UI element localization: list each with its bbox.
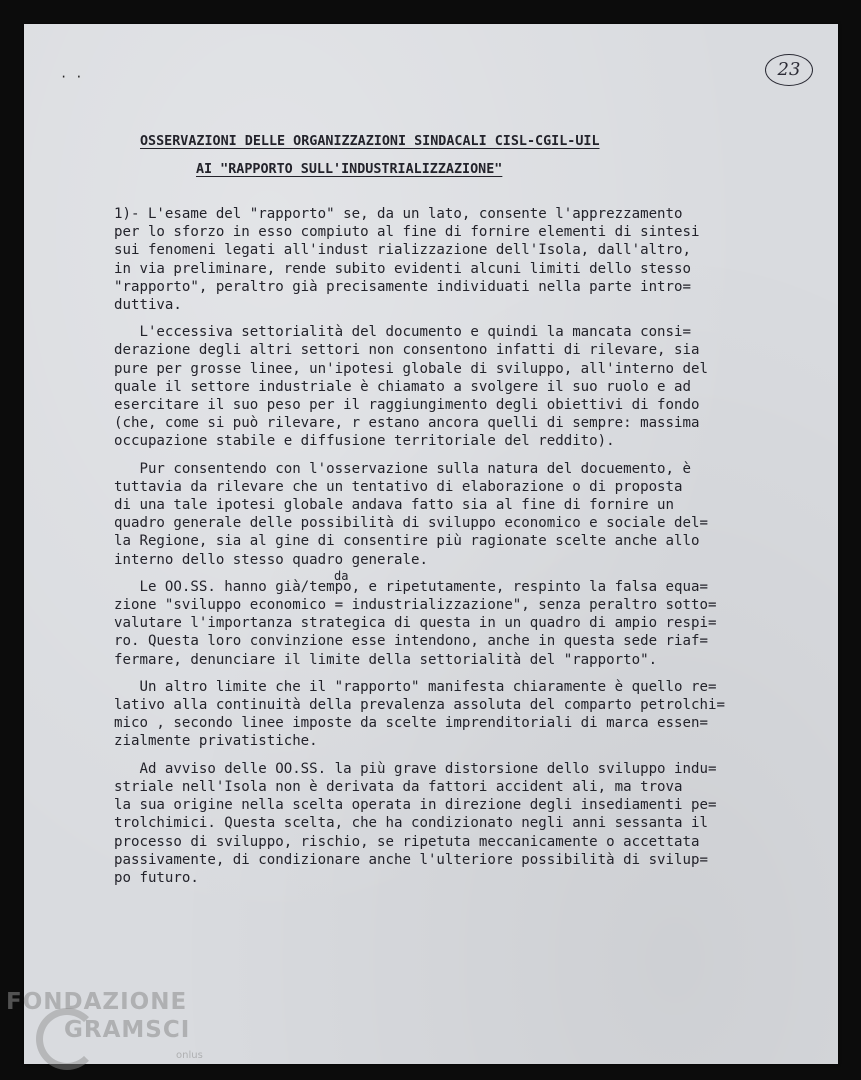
text-line: striale nell'Isola non è derivata da fattori accident ali, ma trova — [114, 778, 683, 795]
text-line: Le OO.SS. hanno già/tempo, e ripetutamente, respinto la falsa equa= — [114, 578, 708, 595]
text-line: Pur consentendo con l'osservazione sulla natura del docuemento, è — [114, 460, 691, 477]
paragraph — [114, 323, 794, 450]
text-line: derazione degli altri settori non consentono infatti di rilevare, sia — [114, 342, 700, 359]
text-line: duttiva. — [114, 297, 182, 314]
paragraph — [114, 760, 794, 887]
document-body — [114, 205, 794, 896]
text-line: L'eccessiva settorialità del documento e quindi la mancata consi= — [114, 324, 691, 341]
text-line: zione "sviluppo economico = industrializzazione", senza peraltro sotto= — [114, 597, 717, 614]
text-line: la sua origine nella scelta operata in direzione degli insediamenti pe= — [114, 797, 717, 814]
text-line: processo di sviluppo, rischio, se ripetuta meccanicamente o accettata — [114, 833, 700, 850]
paragraph — [114, 205, 794, 314]
text-line: per lo sforzo in esso compiuto al fine di fornire elementi di sintesi — [114, 224, 700, 241]
text-line: 1)- L'esame del "rapporto" se, da un lato, consente l'apprezzamento — [114, 206, 683, 222]
watermark-sub: onlus — [176, 1050, 203, 1061]
text-line: Ad avviso delle OO.SS. la più grave distorsione dello sviluppo indu= — [114, 760, 717, 777]
text-line: interno dello stesso quadro generale. — [114, 551, 428, 568]
text-line: "rapporto", peraltro già precisamente individuati nella parte intro= — [114, 278, 691, 295]
text-line: occupazione stabile e diffusione territoriale del reddito). — [114, 433, 615, 450]
text-line: (che, come si può rilevare, r estano ancora quelli di sempre: massima — [114, 415, 700, 432]
text-line: in via preliminare, rende subito evidenti alcuni limiti dello stesso — [114, 260, 691, 277]
document-title-line2: AI "RAPPORTO SULL'INDUSTRIALIZZAZIONE" — [196, 162, 503, 177]
text-line: zialmente privatistiche. — [114, 733, 318, 750]
text-line: lativo alla continuità della prevalenza assoluta del comparto petrolchi= — [114, 697, 725, 714]
paragraph — [114, 678, 794, 751]
text-line: fermare, denunciare il limite della settorialità del "rapporto". — [114, 651, 658, 668]
text-line: mico , secondo linee imposte da scelte imprenditoriali di marca essen= — [114, 715, 708, 732]
text-line: trolchimici. Questa scelta, che ha condizionato negli anni sessanta il — [114, 815, 708, 832]
text-line: esercitare il suo peso per il raggiungimento degli obiettivi di fondo — [114, 397, 700, 414]
text-line: tuttavia da rilevare che un tentativo di elaborazione o di proposta — [114, 478, 683, 495]
paragraph — [114, 578, 794, 669]
watermark-line2: GRAMSCI — [64, 1017, 191, 1043]
text-line: pure per grosse linee, un'ipotesi globale di sviluppo, all'interno del — [114, 360, 708, 377]
text-line: la Regione, sia al gine di consentire più ragionate scelte anche allo — [114, 533, 700, 550]
text-line: di una tale ipotesi globale andava fatto sia al fine di fornire un — [114, 497, 675, 514]
text-line: valutare l'importanza strategica di questa in un quadro di ampio respi= — [114, 615, 717, 632]
text-line: quadro generale delle possibilità di sviluppo economico e sociale del= — [114, 515, 708, 532]
text-line: passivamente, di condizionare anche l'ulteriore possibilità di svilup= — [114, 851, 708, 868]
text-line: ro. Questa loro convinzione esse intendono, anche in questa sede riaf= — [114, 633, 708, 650]
text-line: quale il settore industriale è chiamato a svolgere il suo ruolo e ad — [114, 378, 691, 395]
watermark-line1: FONDAZIONE — [6, 989, 188, 1015]
page-number: 23 — [765, 54, 813, 86]
document-sheet — [24, 24, 838, 1064]
text-line: Un altro limite che il "rapporto" manifesta chiaramente è quello re= — [114, 678, 717, 695]
text-line: sui fenomeni legati all'indust rializzazione dell'Isola, dall'altro, — [114, 242, 691, 259]
interlinear-insert: da — [334, 569, 349, 583]
document-title-line1: OSSERVAZIONI DELLE ORGANIZZAZIONI SINDACALI CISL-CGIL-UIL — [140, 134, 600, 149]
text-line: po futuro. — [114, 869, 199, 886]
paragraph — [114, 460, 794, 569]
watermark — [6, 988, 190, 1044]
margin-marks: ·· — [60, 70, 91, 84]
